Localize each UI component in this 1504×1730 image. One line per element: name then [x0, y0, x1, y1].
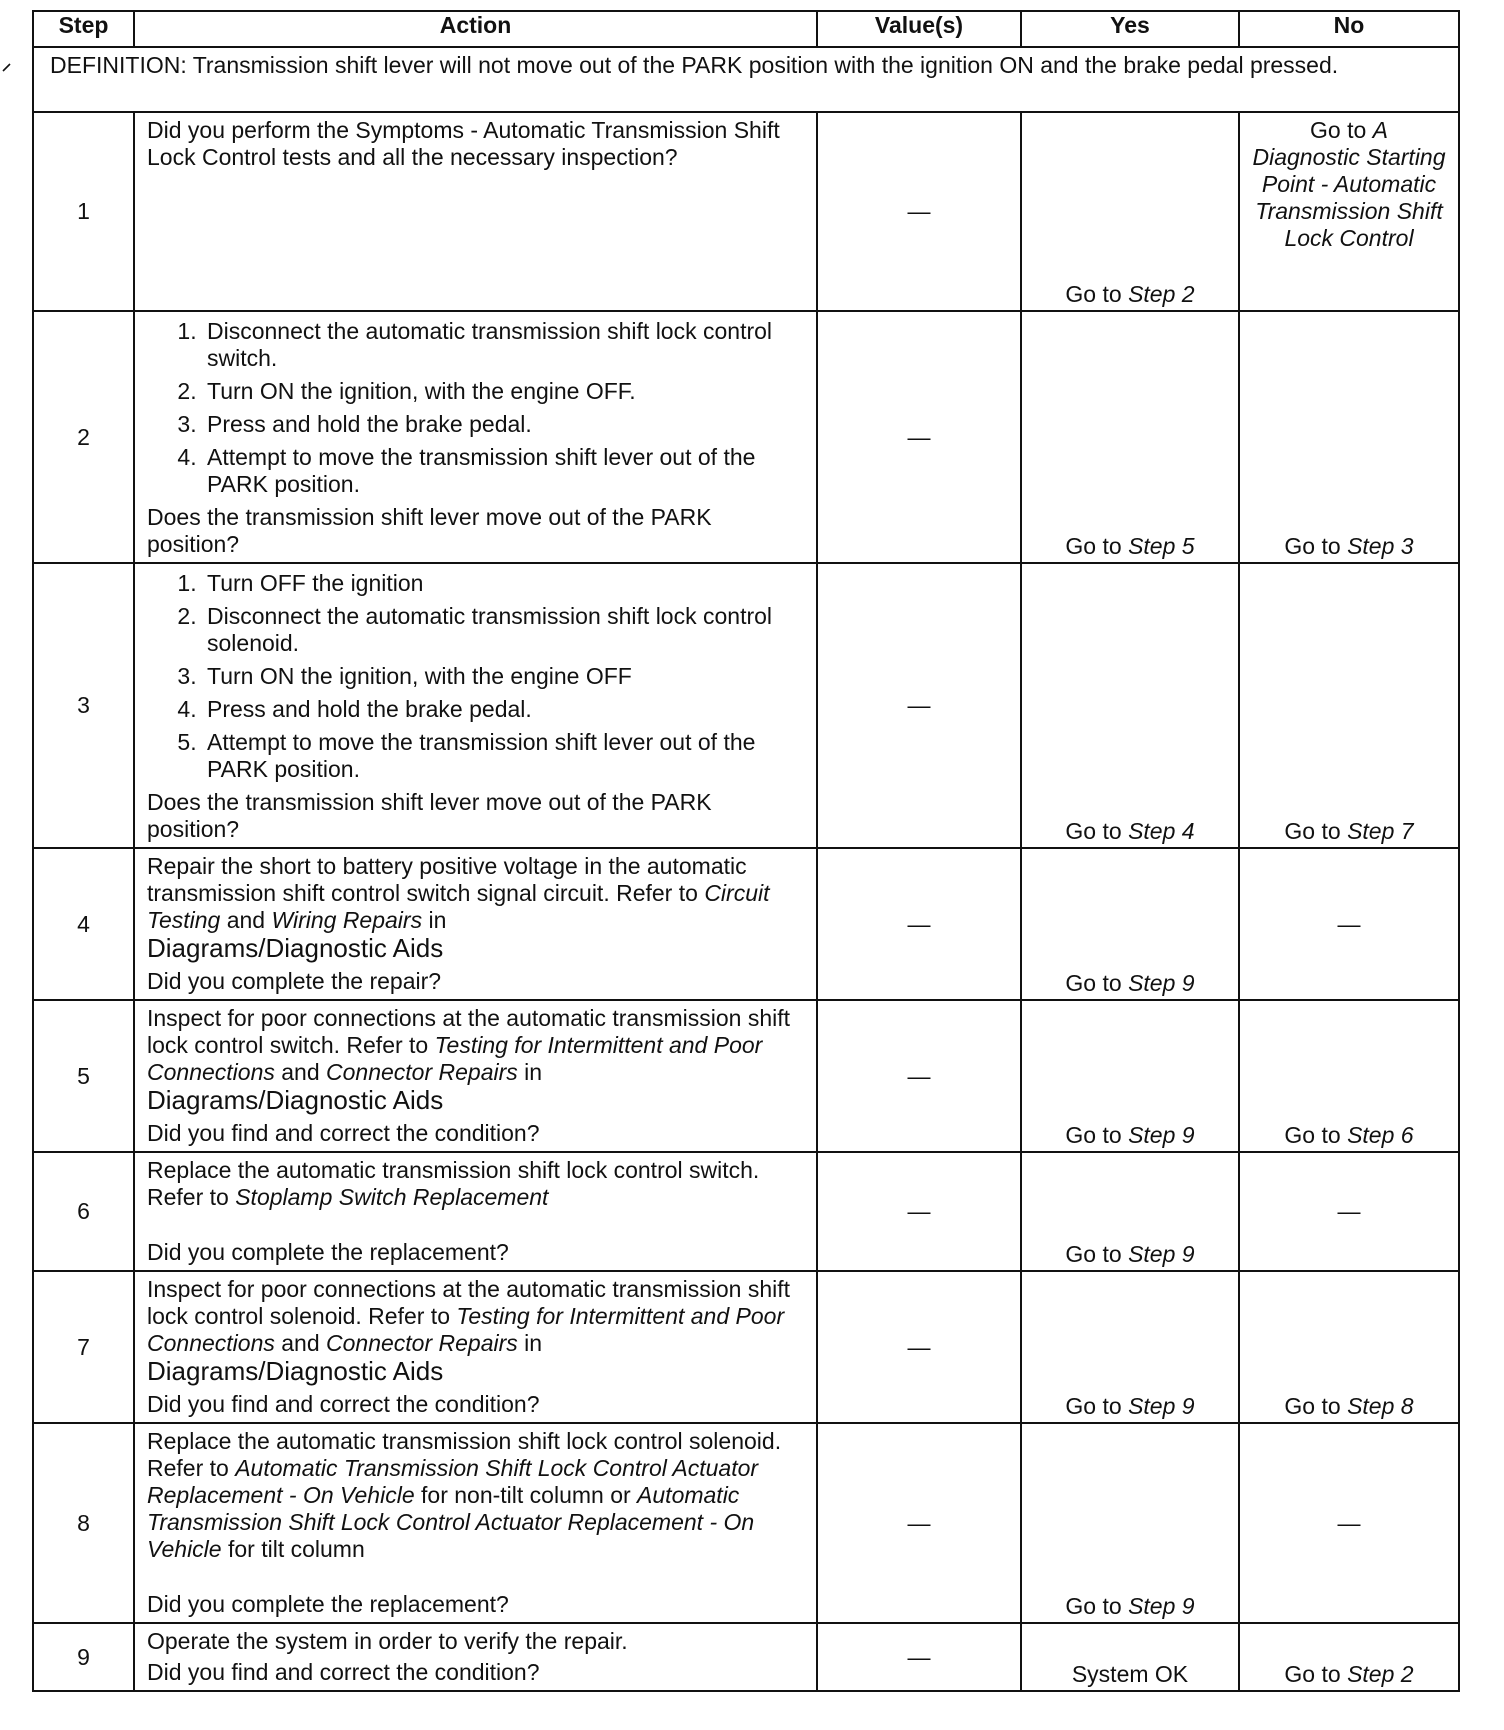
action-text	[147, 1276, 806, 1357]
action-cell	[134, 112, 817, 311]
goto-label: Go to	[1284, 1661, 1341, 1687]
table-row	[33, 1152, 1459, 1271]
no-cell[interactable]	[1239, 563, 1459, 848]
yes-cell[interactable]	[1021, 1623, 1239, 1691]
value-cell	[817, 311, 1021, 563]
action-instruction: Repair the short to battery positive voltage in the automatic transmission shift control switch signal circuit. Refer to	[147, 853, 747, 906]
goto-label: Go to	[1310, 117, 1367, 143]
step-number: 3	[33, 563, 134, 848]
dash: —	[907, 910, 931, 937]
system-ok-label: System OK	[1071, 1661, 1189, 1687]
action-question: Did you find and correct the condition?	[147, 1120, 540, 1146]
table-row	[33, 563, 1459, 848]
no-cell[interactable]	[1239, 112, 1459, 311]
reference-link[interactable]: Wiring Repairs	[271, 907, 423, 933]
no-cell	[1239, 1423, 1459, 1623]
list-item: 4. Press and hold the brake pedal.	[203, 696, 806, 723]
yes-step-link[interactable]: Step 9	[1128, 1393, 1195, 1419]
value-cell	[817, 1623, 1021, 1691]
reference-link[interactable]: Automatic Transmission Shift Lock Control Actuator Replacement - On Vehicle	[147, 1455, 759, 1508]
yes-cell[interactable]	[1021, 848, 1239, 1000]
dash: —	[907, 423, 931, 450]
value-cell	[817, 848, 1021, 1000]
procedure-list	[147, 318, 806, 498]
dash: —	[907, 1333, 931, 1360]
list-item: 5. Attempt to move the transmission shift lever out of the PARK position.	[203, 729, 806, 783]
goto-label: Go to	[1284, 533, 1341, 559]
header-no: No	[1239, 11, 1459, 47]
reference-link[interactable]: Connector Repairs	[326, 1059, 518, 1085]
table-row	[33, 112, 1459, 311]
table-header-row	[33, 11, 1459, 47]
list-item: 2. Turn ON the ignition, with the engine OFF.	[203, 378, 806, 405]
action-cell	[134, 1423, 817, 1623]
goto-label: Go to	[1065, 1593, 1122, 1619]
list-item: 1. Disconnect the automatic transmission shift lock control switch.	[203, 318, 806, 372]
dash: —	[907, 1643, 931, 1670]
action-cell	[134, 1271, 817, 1423]
yes-step-link[interactable]: Step 9	[1128, 1593, 1195, 1619]
goto-label: Go to	[1284, 818, 1341, 844]
action-question: Did you find and correct the condition?	[147, 1391, 540, 1417]
action-instruction: for tilt column	[227, 1536, 365, 1562]
conjunction: in	[524, 1059, 543, 1085]
action-cell	[134, 311, 817, 563]
dash: —	[907, 198, 931, 224]
list-item: 1. Turn OFF the ignition	[203, 570, 806, 597]
action-instruction: for non-tilt column or	[421, 1482, 631, 1508]
value-cell	[817, 1271, 1021, 1423]
reference-link[interactable]: Testing for Intermittent and Poor Connections	[147, 1032, 763, 1085]
action-instruction: Inspect for poor connections at the automatic transmission shift lock control switch. Refer to	[147, 1005, 791, 1058]
dash: —	[907, 1062, 931, 1089]
value-cell	[817, 1152, 1021, 1271]
yes-cell[interactable]	[1021, 1271, 1239, 1423]
yes-step-link[interactable]: Step 9	[1128, 1122, 1195, 1148]
action-instruction: Replace the automatic transmission shift lock control solenoid. Refer to	[147, 1428, 782, 1481]
conjunction: in	[524, 1330, 543, 1356]
goto-label: Go to	[1284, 1393, 1341, 1419]
no-cell[interactable]	[1239, 311, 1459, 563]
action-cell	[134, 1623, 817, 1691]
goto-label: Go to	[1065, 818, 1122, 844]
action-cell	[134, 1152, 817, 1271]
dash: —	[1337, 1509, 1361, 1536]
conjunction: and	[281, 1330, 320, 1356]
step-number: 1	[33, 112, 134, 311]
value-cell	[817, 563, 1021, 848]
yes-step-link[interactable]: Step 2	[1128, 281, 1195, 307]
no-cell	[1239, 1152, 1459, 1271]
reference-link[interactable]: Circuit Testing	[147, 880, 770, 933]
no-step-link[interactable]: Step 3	[1347, 533, 1414, 559]
action-question: Did you complete the repair?	[147, 968, 442, 994]
action-cell	[134, 1000, 817, 1152]
list-item: 3. Turn ON the ignition, with the engine OFF	[203, 663, 806, 690]
action-question: Did you complete the replacement?	[147, 1239, 509, 1265]
yes-cell[interactable]	[1021, 1152, 1239, 1271]
dash: —	[907, 1509, 931, 1536]
action-text	[147, 853, 806, 934]
header-step: Step	[33, 11, 134, 47]
no-cell	[1239, 848, 1459, 1000]
step-number: 4	[33, 848, 134, 1000]
header-yes: Yes	[1021, 11, 1239, 47]
header-values: Value(s)	[817, 11, 1021, 47]
reference-link[interactable]: Stoplamp Switch Replacement	[235, 1184, 549, 1210]
step-number: 9	[33, 1623, 134, 1691]
action-instruction: Replace the automatic transmission shift lock control switch. Refer to	[147, 1157, 760, 1210]
table-row	[33, 1423, 1459, 1623]
list-item: 2. Disconnect the automatic transmission shift lock control solenoid.	[203, 603, 806, 657]
dash: —	[907, 692, 931, 718]
margin-tick-mark	[2, 62, 12, 72]
table-row	[33, 1271, 1459, 1423]
table-row	[33, 1000, 1459, 1152]
action-text	[147, 1157, 806, 1211]
reference-link[interactable]: Connector Repairs	[326, 1330, 518, 1356]
action-question: Does the transmission shift lever move out of the PARK position?	[147, 504, 712, 557]
manual-reference: Diagrams/Diagnostic Aids	[147, 933, 444, 963]
value-cell	[817, 1423, 1021, 1623]
definition-text: DEFINITION: Transmission shift lever will not move out of the PARK position with the ignition ON and the brake pedal pressed.	[33, 47, 1459, 112]
dash: —	[1337, 1198, 1361, 1224]
yes-cell[interactable]	[1021, 112, 1239, 311]
no-cell[interactable]	[1239, 1623, 1459, 1691]
yes-cell[interactable]	[1021, 1423, 1239, 1623]
dash: —	[1337, 910, 1361, 937]
goto-label: Go to	[1065, 533, 1122, 559]
goto-label: Go to	[1065, 281, 1122, 307]
action-text	[147, 1005, 806, 1086]
goto-label: Go to	[1065, 1241, 1122, 1267]
action-question: Did you find and correct the condition?	[147, 1659, 540, 1685]
header-action: Action	[134, 11, 817, 47]
diagnostic-table	[32, 10, 1460, 1692]
no-ref-link[interactable]: Diagnostic Starting Point - Automatic Transmission Shift Lock Control	[1252, 144, 1446, 251]
goto-label: Go to	[1065, 1122, 1122, 1148]
no-cell[interactable]	[1239, 1000, 1459, 1152]
manual-reference: Diagrams/Diagnostic Aids	[147, 1085, 444, 1115]
reference-link[interactable]: Automatic Transmission Shift Lock Control Actuator Replacement - On Vehicle	[147, 1482, 755, 1562]
step-number: 7	[33, 1271, 134, 1423]
yes-cell[interactable]	[1021, 311, 1239, 563]
yes-step-link[interactable]: Step 4	[1128, 818, 1195, 844]
action-cell	[134, 563, 817, 848]
procedure-list	[147, 570, 806, 783]
list-item: 3. Press and hold the brake pedal.	[203, 411, 806, 438]
no-step-link[interactable]: Step 8	[1347, 1393, 1414, 1419]
no-step-link[interactable]: Step 6	[1347, 1122, 1414, 1148]
yes-cell[interactable]	[1021, 1000, 1239, 1152]
yes-step-link[interactable]: Step 9	[1128, 1241, 1195, 1267]
conjunction: in	[428, 907, 447, 933]
list-item: 4. Attempt to move the transmission shift lever out of the PARK position.	[203, 444, 806, 498]
step-number: 5	[33, 1000, 134, 1152]
action-question: Did you complete the replacement?	[147, 1591, 509, 1617]
reference-link[interactable]: Testing for Intermittent and Poor Connections	[147, 1303, 785, 1356]
yes-cell[interactable]	[1021, 563, 1239, 848]
table-row	[33, 1623, 1459, 1691]
no-step-link[interactable]: Step 7	[1347, 818, 1414, 844]
goto-label: Go to	[1065, 970, 1122, 996]
no-step-link[interactable]: Step 2	[1347, 1661, 1414, 1687]
yes-step-link[interactable]: Step 5	[1128, 533, 1195, 559]
yes-step-link[interactable]: Step 9	[1128, 970, 1195, 996]
value-cell	[817, 112, 1021, 311]
no-ref-link[interactable]: A	[1372, 117, 1388, 143]
conjunction: and	[281, 1059, 320, 1085]
value-cell	[817, 1000, 1021, 1152]
action-cell	[134, 848, 817, 1000]
action-instruction: Inspect for poor connections at the automatic transmission shift lock control solenoid. Refer to	[147, 1276, 791, 1329]
step-number: 8	[33, 1423, 134, 1623]
action-question: Did you perform the Symptoms - Automatic Transmission Shift Lock Control tests and all the necessary inspection?	[147, 117, 780, 170]
definition-row	[33, 47, 1459, 112]
action-text	[147, 1428, 806, 1563]
table-row	[33, 848, 1459, 1000]
action-instruction: Operate the system in order to verify the repair.	[147, 1628, 628, 1654]
step-number: 2	[33, 311, 134, 563]
step-number: 6	[33, 1152, 134, 1271]
no-cell[interactable]	[1239, 1271, 1459, 1423]
action-question: Does the transmission shift lever move out of the PARK position?	[147, 789, 712, 842]
manual-reference: Diagrams/Diagnostic Aids	[147, 1356, 444, 1386]
table-row	[33, 311, 1459, 563]
conjunction: and	[226, 907, 266, 933]
goto-label: Go to	[1284, 1122, 1341, 1148]
dash: —	[907, 1198, 931, 1224]
goto-label: Go to	[1065, 1393, 1122, 1419]
